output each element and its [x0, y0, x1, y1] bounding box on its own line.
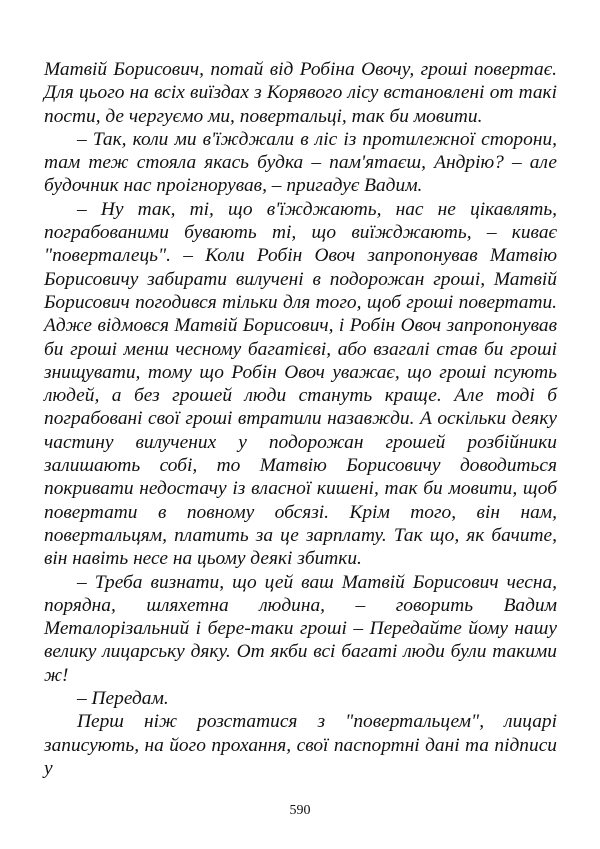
- page-text-body: [44, 58, 557, 780]
- paragraph-5: – Передам.: [77, 688, 169, 710]
- paragraph-3: – Ну так, ті, що в'їжджають, нас не цікавлять, пограбованими бувають ті, що виїжджають, – киває "поверталець". – Коли Робін Овоч запропонував Матвію Борисовичу забирати вилучені в подорожан гроші, Матвій Борисович погодився тільки для того, щоб гроші повертати. Адже відмовся Матвій Борисович, і Робін Овоч запропонував би гроші менш чесному багатієві, або взагалі став би гроші знищувати, тому що Робін Овоч уважає, що гроші псують людей, а без грошей люди стануть краще. Але тоді б пограбовані свої гроші втратили назавжди. А оскільки деяку частину вилучених у подорожан грошей розбійники залишають собі, то Матвію Борисовичу доводиться покривати недостачу із власної кишені, так би мовити, щоб повертати в повному обсязі. Крім того, він нам, повертальцям, платить за це зарплату. Так що, як бачите, він навіть несе на цьому деякі збитки.: [44, 198, 557, 570]
- paragraph-2: – Так, коли ми в'їжджали в ліс із протилежної сторони, там теж стояла якась будка – пам'ятаєш, Андрію? – але будочник нас проігнорував, – пригадує Вадим.: [44, 128, 557, 197]
- paragraph-6: Перш ніж розстатися з "повертальцем", лицарі записують, на його прохання, свої паспортні дані та підписи у: [44, 711, 557, 779]
- page-number: 590: [289, 803, 311, 818]
- paragraph-1: Матвій Борисович, потай від Робіна Овочу, гроші повертає. Для цього на всіх виїздах з Корявого лісу встановлені от такі пости, де чергуємо ми, повертальці, так би мовити.: [44, 59, 557, 127]
- paragraph-4: – Треба визнати, що цей ваш Матвій Борисович чесна, порядна, шляхетна людина, – говорить Вадим Металорізальний і бере-таки гроші – Передайте йому нашу велику лицарську дяку. От якби всі багаті люди були такими ж!: [44, 571, 557, 686]
